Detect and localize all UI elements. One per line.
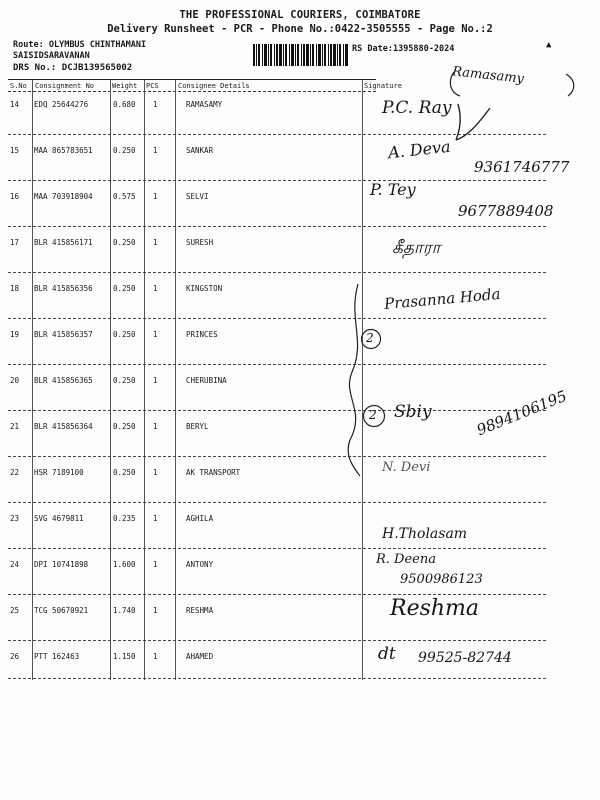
row-sno: 26 bbox=[10, 652, 20, 661]
row-consignee: SELVI bbox=[186, 192, 209, 201]
table-row bbox=[0, 276, 600, 322]
row-consignee: AHAMED bbox=[186, 652, 214, 661]
row-weight: 0.250 bbox=[113, 146, 136, 155]
barcode bbox=[253, 44, 349, 66]
row-divider bbox=[8, 456, 546, 457]
row-consignment: EDQ 25644276 bbox=[34, 100, 89, 109]
row-pcs: 1 bbox=[153, 606, 158, 615]
signature: Sbiy bbox=[394, 402, 432, 422]
signature: P.C. Ray bbox=[382, 98, 452, 118]
signature: Prasanna Hoda bbox=[383, 284, 502, 314]
drs-number bbox=[13, 63, 132, 73]
row-consignee: PRINCES bbox=[186, 330, 218, 339]
row-pcs: 1 bbox=[153, 146, 158, 155]
row-consignee: SANKAR bbox=[186, 146, 214, 155]
row-divider bbox=[8, 640, 546, 641]
row-consignment: BLR 415856364 bbox=[34, 422, 93, 431]
row-consignee: SURESH bbox=[186, 238, 214, 247]
row-consignment: PTT 162463 bbox=[34, 652, 80, 661]
signature: A. Deva bbox=[387, 136, 452, 163]
ink-brace-icon bbox=[340, 280, 380, 480]
row-consignment: SVG 4679811 bbox=[34, 514, 84, 523]
row-consignment: BLR 415856365 bbox=[34, 376, 93, 385]
row-consignee: AK TRANSPORT bbox=[186, 468, 241, 477]
row-divider bbox=[8, 364, 546, 365]
row-divider bbox=[8, 502, 546, 503]
row-consignment: BLR 415856357 bbox=[34, 330, 93, 339]
table-row bbox=[0, 506, 600, 552]
row-weight: 0.235 bbox=[113, 514, 136, 523]
company-title: THE PROFESSIONAL COURIERS, COIMBATORE bbox=[179, 9, 421, 21]
handwritten-phone: 99525-82744 bbox=[418, 650, 512, 666]
runsheet-subtitle: Delivery Runsheet - PCR - Phone No.:0422-3505555 - Page No.:2 bbox=[107, 23, 493, 35]
route-value: OLYMBUS CHINTHAMANI bbox=[48, 40, 147, 50]
row-sno: 15 bbox=[10, 146, 20, 155]
row-sno: 23 bbox=[10, 514, 20, 523]
table-row bbox=[0, 230, 600, 276]
row-divider bbox=[8, 678, 546, 679]
row-pcs: 1 bbox=[153, 514, 158, 523]
row-divider bbox=[8, 318, 546, 319]
row-pcs: 1 bbox=[153, 652, 158, 661]
row-pcs: 1 bbox=[153, 560, 158, 569]
table-row bbox=[0, 460, 600, 506]
signature: R. Deena bbox=[376, 552, 436, 567]
row-divider bbox=[8, 180, 546, 181]
row-pcs: 1 bbox=[153, 100, 158, 109]
row-sno: 20 bbox=[10, 376, 20, 385]
row-sno: 22 bbox=[10, 468, 20, 477]
col-consignment: Consignment No bbox=[35, 82, 95, 90]
row-consignment: MAA 703918904 bbox=[34, 192, 93, 201]
row-divider bbox=[8, 594, 546, 595]
rs-date bbox=[352, 44, 454, 54]
row-sno: 19 bbox=[10, 330, 20, 339]
row-divider bbox=[8, 226, 546, 227]
ink-bracket-icon bbox=[446, 66, 581, 100]
row-weight: 0.680 bbox=[113, 100, 136, 109]
signature: கீதாரா bbox=[392, 238, 441, 258]
signature: Reshma bbox=[390, 596, 480, 621]
row-pcs: 1 bbox=[153, 330, 158, 339]
row-consignment: MAA 865783651 bbox=[34, 146, 93, 155]
row-weight: 0.250 bbox=[113, 468, 136, 477]
row-weight: 0.250 bbox=[113, 284, 136, 293]
row-divider bbox=[8, 548, 546, 549]
staff-name: SAISIDSARAVANAN bbox=[13, 51, 90, 61]
row-consignee: RAMASAMY bbox=[186, 100, 223, 109]
handwritten-phone: 9361746777 bbox=[474, 158, 570, 176]
signature: N. Devi bbox=[382, 460, 431, 475]
row-weight: 0.250 bbox=[113, 330, 136, 339]
arrow-mark-icon: ▲ bbox=[546, 40, 552, 50]
handwritten-note: Ramasamy bbox=[451, 64, 525, 87]
row-consignment: DPI 10741898 bbox=[34, 560, 89, 569]
row-consignee: ANTONY bbox=[186, 560, 214, 569]
drs-label: DRS No.: bbox=[13, 63, 57, 73]
rs-label: RS Date: bbox=[352, 44, 393, 54]
table-row bbox=[0, 552, 600, 598]
row-sno: 14 bbox=[10, 100, 20, 109]
route-line bbox=[13, 40, 146, 50]
row-pcs: 1 bbox=[153, 192, 158, 201]
row-consignee: CHERUBINA bbox=[186, 376, 227, 385]
row-pcs: 1 bbox=[153, 422, 158, 431]
circled-number: 2 bbox=[366, 331, 374, 345]
row-sno: 16 bbox=[10, 192, 20, 201]
row-consignment: HSR 7189100 bbox=[34, 468, 84, 477]
row-weight: 0.250 bbox=[113, 422, 136, 431]
row-weight: 0.250 bbox=[113, 376, 136, 385]
row-consignment: BLR 415856171 bbox=[34, 238, 93, 247]
row-pcs: 1 bbox=[153, 284, 158, 293]
row-consignee: BERYL bbox=[186, 422, 209, 431]
signature: dt bbox=[378, 644, 396, 664]
row-divider bbox=[8, 410, 546, 411]
row-consignment: BLR 415856356 bbox=[34, 284, 93, 293]
handwritten-phone: 9677889408 bbox=[458, 202, 554, 220]
row-pcs: 1 bbox=[153, 468, 158, 477]
col-consignee: Consignee Details bbox=[178, 82, 250, 90]
row-weight: 1.740 bbox=[113, 606, 136, 615]
row-sno: 17 bbox=[10, 238, 20, 247]
col-pcs: PCS bbox=[146, 82, 159, 90]
col-signature: Signature bbox=[364, 82, 402, 90]
table-row bbox=[0, 598, 600, 644]
row-weight: 1.150 bbox=[113, 652, 136, 661]
handwritten-phone: 9500986123 bbox=[400, 572, 483, 587]
rs-year: -2024 bbox=[428, 44, 455, 54]
row-consignment: TCG 50670921 bbox=[34, 606, 89, 615]
row-sno: 25 bbox=[10, 606, 20, 615]
row-sno: 21 bbox=[10, 422, 20, 431]
ink-stroke-icon bbox=[452, 100, 500, 146]
table-row bbox=[0, 322, 600, 368]
row-pcs: 1 bbox=[153, 376, 158, 385]
row-sno: 24 bbox=[10, 560, 20, 569]
row-sno: 18 bbox=[10, 284, 20, 293]
row-weight: 1.600 bbox=[113, 560, 136, 569]
row-consignee: AGHILA bbox=[186, 514, 214, 523]
signature: P. Tey bbox=[370, 180, 416, 199]
route-label: Route: bbox=[13, 40, 44, 50]
handwritten-phone: 9894106195 bbox=[474, 386, 570, 440]
row-consignee: KINGSTON bbox=[186, 284, 223, 293]
row-consignee: RESHMA bbox=[186, 606, 214, 615]
row-weight: 0.575 bbox=[113, 192, 136, 201]
row-weight: 0.250 bbox=[113, 238, 136, 247]
drs-value: DCJB139565002 bbox=[61, 63, 133, 73]
rs-overprint: 1395880 bbox=[392, 44, 429, 54]
circled-number: 2 bbox=[369, 408, 377, 422]
row-pcs: 1 bbox=[153, 238, 158, 247]
col-weight: Weight bbox=[112, 82, 138, 90]
col-sno: S.No bbox=[10, 82, 27, 90]
signature: H.Tholasam bbox=[382, 526, 468, 542]
row-divider bbox=[8, 272, 546, 273]
